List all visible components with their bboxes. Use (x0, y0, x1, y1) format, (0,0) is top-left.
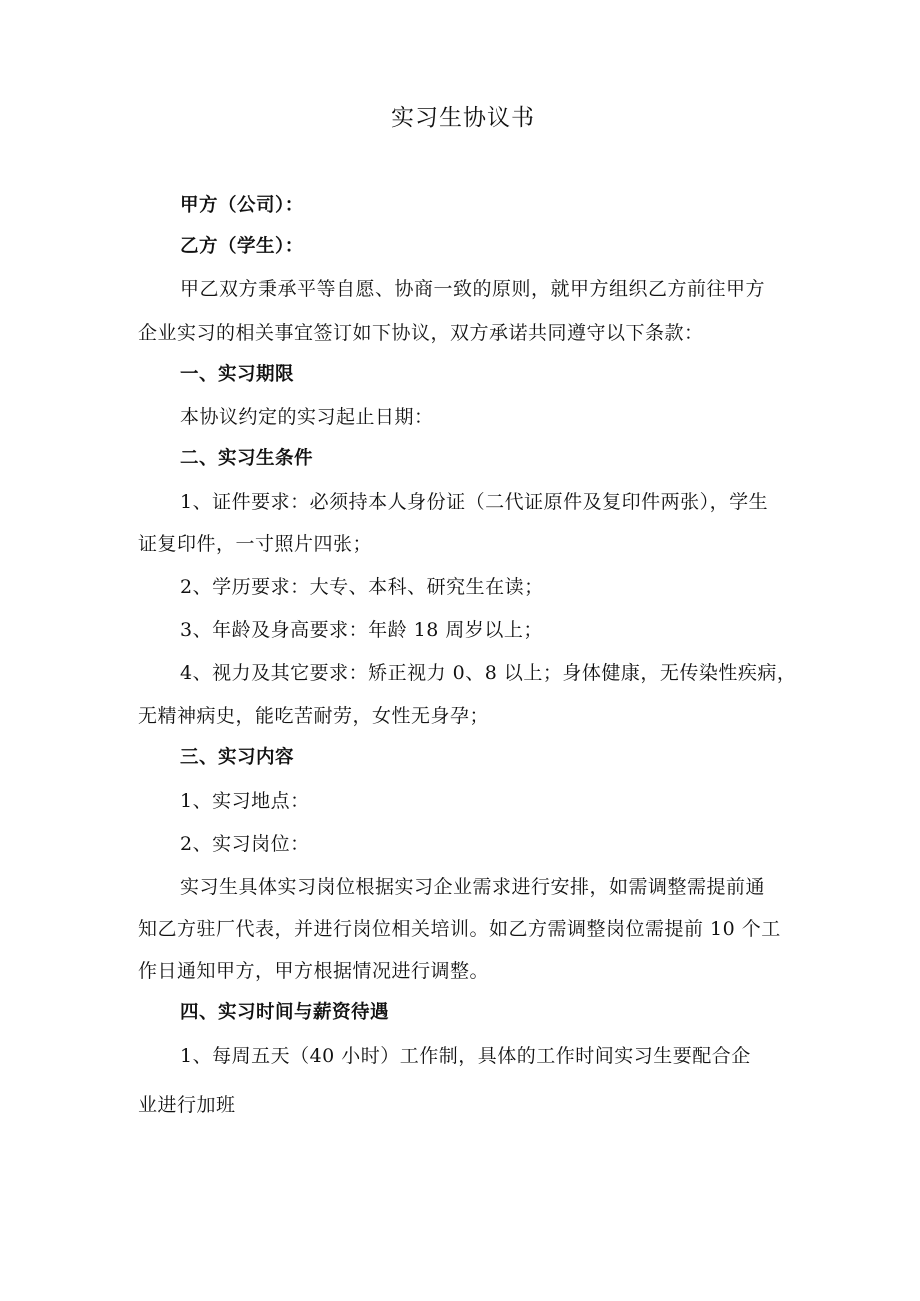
section-3-heading: 三、实习内容 (180, 747, 295, 768)
section-4-line-2: 业进行加班 (138, 1094, 236, 1116)
section-4-line-1: 1、每周五天（40 小时）工作制，具体的工作时间实习生要配合企 (180, 1045, 751, 1067)
section-2-line-4: 3、年龄及身高要求：年龄 18 周岁以上； (180, 619, 543, 641)
section-3-line-2: 2、实习岗位： (180, 833, 310, 855)
intro-line-1: 甲乙双方秉承平等自愿、协商一致的原则，就甲方组织乙方前往甲方 (180, 278, 766, 300)
section-3-line-5: 作日通知甲方，甲方根据情况进行调整。 (138, 960, 490, 982)
section-3-line-3: 实习生具体实习岗位根据实习企业需求进行安排，如需调整需提前通 (180, 876, 766, 898)
section-2-heading: 二、实习生条件 (180, 448, 314, 469)
section-1-line-1: 本协议约定的实习起止日期： (180, 406, 434, 428)
section-2-line-3: 2、学历要求：大专、本科、研究生在读； (180, 576, 544, 598)
section-3-line-1: 1、实习地点： (180, 790, 310, 812)
section-2-line-6: 无精神病史，能吃苦耐劳，女性无身孕； (138, 705, 490, 727)
section-3-line-4: 知乙方驻厂代表，并进行岗位相关培训。如乙方需调整岗位需提前 10 个工 (138, 918, 781, 940)
party-a-label: 甲方（公司）： (180, 195, 304, 216)
section-4-heading: 四、实习时间与薪资待遇 (180, 1002, 390, 1023)
document-title: 实习生协议书 (391, 105, 535, 131)
section-2-line-1: 1、证件要求：必须持本人身份证（二代证原件及复印件两张），学生 (180, 491, 769, 513)
party-b-label: 乙方（学生）： (180, 236, 304, 257)
intro-line-2: 企业实习的相关事宜签订如下协议，双方承诺共同遵守以下条款： (138, 322, 704, 344)
section-1-heading: 一、实习期限 (180, 364, 295, 385)
section-2-line-5: 4、视力及其它要求：矫正视力 0、8 以上；身体健康，无传染性疾病， (180, 662, 797, 684)
section-2-line-2: 证复印件，一寸照片四张； (138, 533, 373, 555)
